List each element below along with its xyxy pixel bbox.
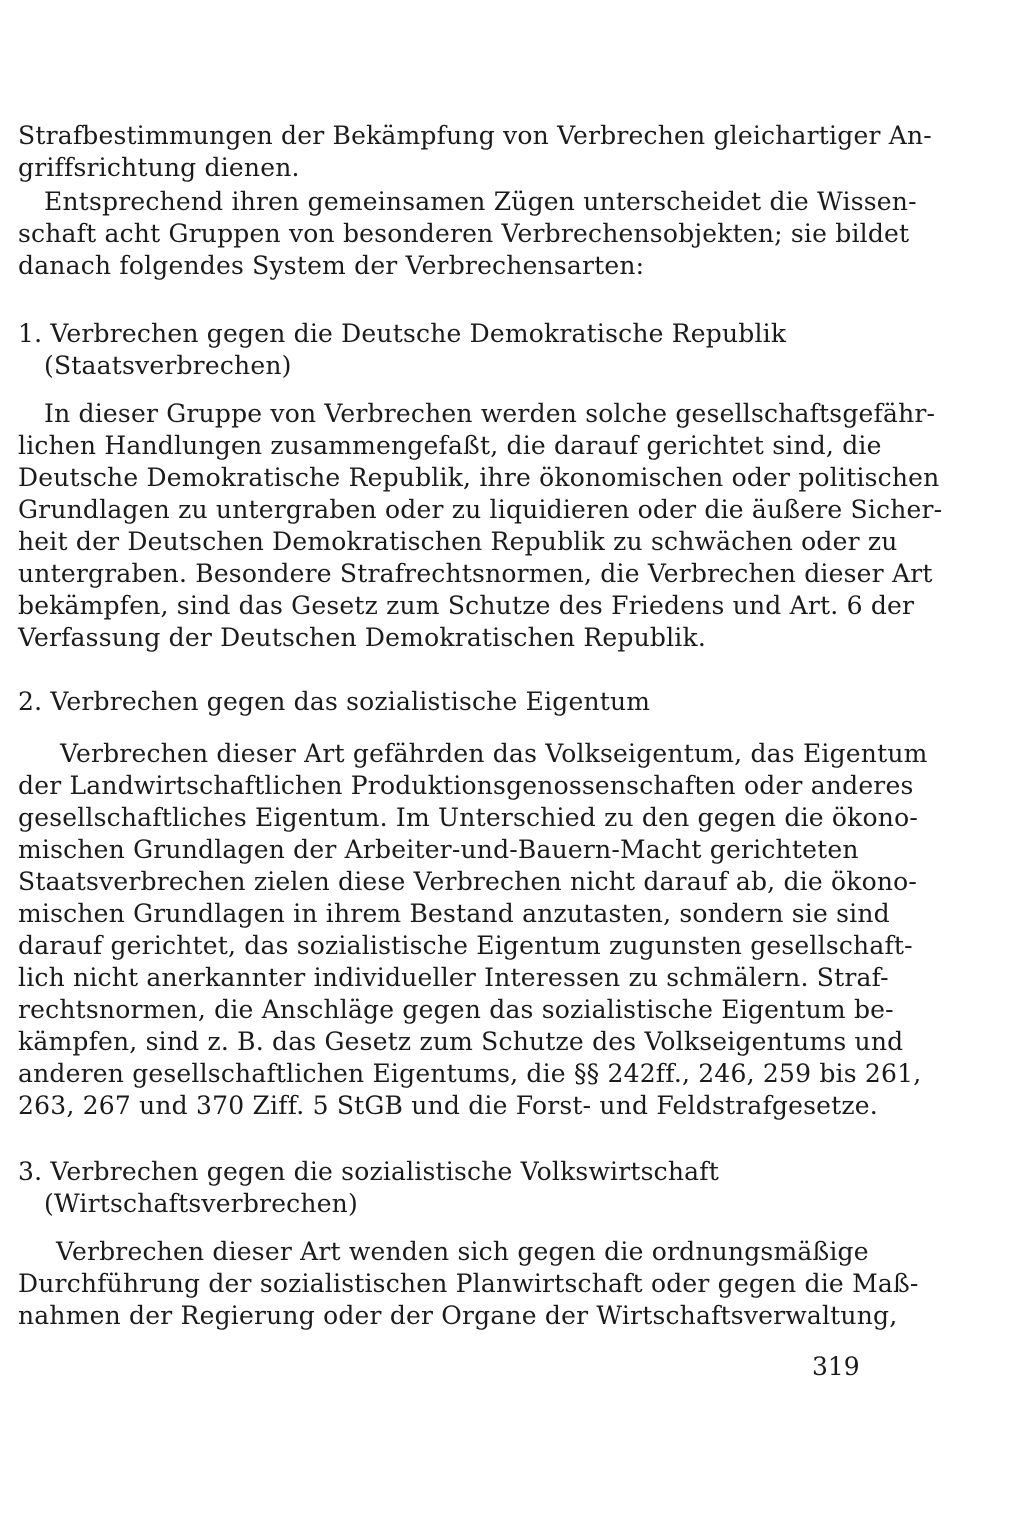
section-3-line-1: Verbrechen dieser Art wenden sich gegen die ordnungsmäßige — [56, 1237, 869, 1266]
section-1-line-7: bekämpfen, sind das Gesetz zum Schutze des Friedens und Art. 6 der — [18, 591, 915, 620]
section-1-line-4: Grundlagen zu untergraben oder zu liquidieren oder die äußere Sicher- — [18, 495, 943, 524]
section-1-heading-sub: (Staatsverbrechen) — [44, 351, 292, 380]
section-1-line-8: Verfassung der Deutschen Demokratischen Republik. — [18, 623, 706, 652]
section-2-line-4: mischen Grundlagen der Arbeiter-und-Bauern-Macht gerichteten — [18, 835, 859, 864]
section-3-heading-sub: (Wirtschaftsverbrechen) — [44, 1189, 358, 1218]
intro-line-1: Strafbestimmungen der Bekämpfung von Verbrechen gleichartiger An- — [18, 121, 932, 150]
section-1-line-5: heit der Deutschen Demokratischen Republik zu schwächen oder zu — [18, 527, 898, 556]
section-2-line-3: gesellschaftliches Eigentum. Im Unterschied zu den gegen die ökono- — [18, 803, 918, 832]
section-2-line-6: mischen Grundlagen in ihrem Bestand anzutasten, sondern sie sind — [18, 899, 890, 928]
section-1-line-3: Deutsche Demokratische Republik, ihre ökonomischen oder politischen — [18, 463, 940, 492]
section-2-line-5: Staatsverbrechen zielen diese Verbrechen nicht darauf ab, die ökono- — [18, 867, 918, 896]
section-1-heading: 1. Verbrechen gegen die Deutsche Demokratische Republik — [18, 319, 787, 348]
section-3-line-2: Durchführung der sozialistischen Planwirtschaft oder gegen die Maß- — [18, 1269, 919, 1298]
intro-line-4: schaft acht Gruppen von besonderen Verbrechensobjekten; sie bildet — [18, 219, 910, 248]
section-2-line-12: 263, 267 und 370 Ziff. 5 StGB und die Forst- und Feldstrafgesetze. — [18, 1091, 878, 1120]
intro-line-5: danach folgendes System der Verbrechensarten: — [18, 251, 645, 280]
section-2-line-7: darauf gerichtet, das sozialistische Eigentum zugunsten gesellschaft- — [18, 931, 913, 960]
section-2-line-8: lich nicht anerkannter individueller Interessen zu schmälern. Straf- — [18, 963, 889, 992]
intro-line-3: Entsprechend ihren gemeinsamen Zügen unterscheidet die Wissen- — [44, 187, 917, 216]
section-2-heading: 2. Verbrechen gegen das sozialistische Eigentum — [18, 687, 651, 716]
section-2-line-11: anderen gesellschaftlichen Eigentums, die §§ 242ff., 246, 259 bis 261, — [18, 1059, 922, 1088]
section-1-line-1: In dieser Gruppe von Verbrechen werden solche gesellschaftsgefähr- — [44, 399, 936, 428]
section-1-line-6: untergraben. Besondere Strafrechtsnormen, die Verbrechen dieser Art — [18, 559, 933, 588]
section-2-line-10: kämpfen, sind z. B. das Gesetz zum Schutze des Volkseigentums und — [18, 1027, 904, 1056]
section-2-line-2: der Landwirtschaftlichen Produktionsgenossenschaften oder anderes — [18, 771, 914, 800]
intro-line-2: griffsrichtung dienen. — [18, 153, 300, 182]
section-3-line-3: nahmen der Regierung oder der Organe der Wirtschaftsverwaltung, — [18, 1301, 898, 1330]
section-1-line-2: lichen Handlungen zusammengefaßt, die darauf gerichtet sind, die — [18, 431, 882, 460]
section-2-line-1: Verbrechen dieser Art gefährden das Volkseigentum, das Eigentum — [60, 739, 928, 768]
section-2-line-9: rechtsnormen, die Anschläge gegen das sozialistische Eigentum be- — [18, 995, 894, 1024]
section-3-heading: 3. Verbrechen gegen die sozialistische Volkswirtschaft — [18, 1157, 719, 1186]
page-number: 319 — [812, 1352, 860, 1381]
